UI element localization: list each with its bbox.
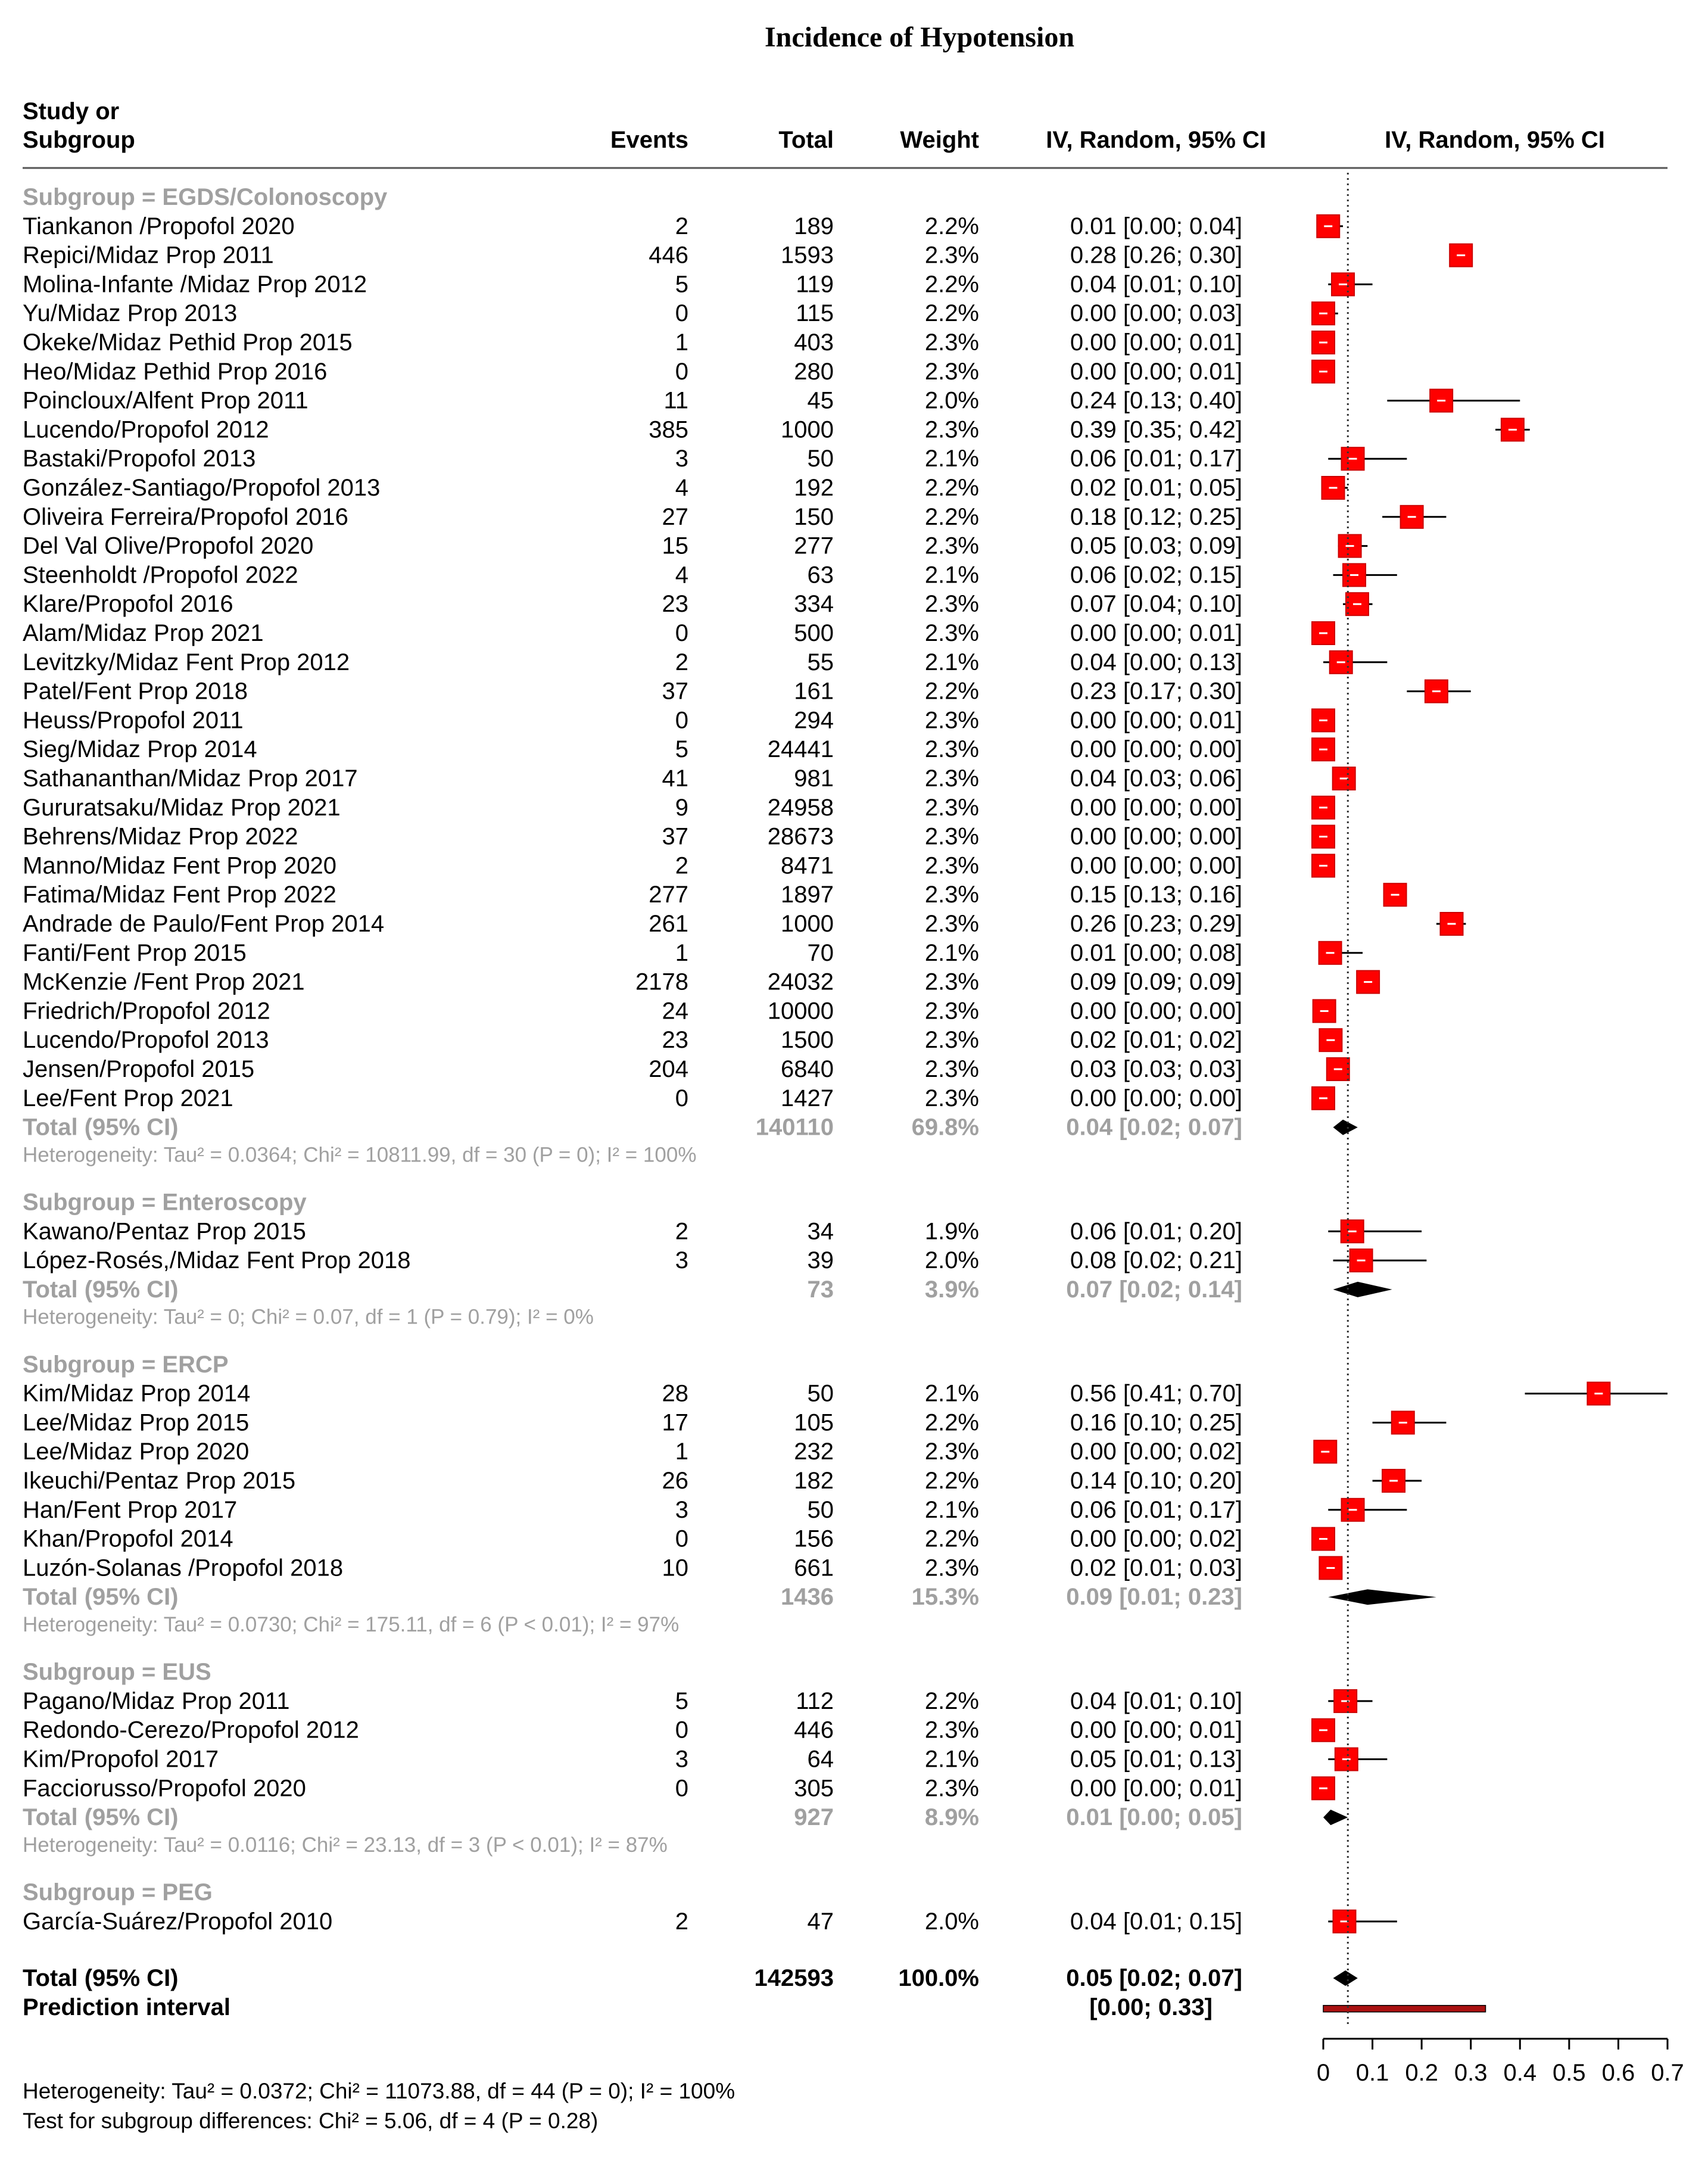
study-ci: 0.01 [0.00; 0.04] (1070, 213, 1242, 239)
x-axis-tick-label: 0.6 (1601, 2059, 1635, 2086)
study-total: 105 (794, 1409, 834, 1436)
study-events: 0 (675, 707, 688, 734)
study-total: 446 (794, 1717, 834, 1743)
study-ci: 0.00 [0.00; 0.01] (1070, 1775, 1242, 1802)
study-name: Molina-Infante /Midaz Prop 2012 (23, 271, 367, 298)
subgroup-total-weight: 3.9% (924, 1276, 979, 1303)
study-total: 10000 (767, 998, 834, 1025)
study-name: Patel/Fent Prop 2018 (23, 678, 248, 705)
study-events: 28 (662, 1380, 688, 1407)
study-weight: 2.3% (924, 591, 979, 618)
study-events: 9 (675, 794, 688, 821)
study-ci: 0.00 [0.00; 0.00] (1070, 823, 1242, 850)
study-name: Kim/Midaz Prop 2014 (23, 1380, 251, 1407)
study-events: 5 (675, 736, 688, 763)
study-ci: 0.06 [0.01; 0.17] (1070, 1496, 1242, 1523)
study-name: Oliveira Ferreira/Propofol 2016 (23, 503, 348, 530)
study-name: Kawano/Pentaz Prop 2015 (23, 1218, 306, 1245)
study-total: 182 (794, 1468, 834, 1494)
study-events: 5 (675, 271, 688, 298)
study-ci: 0.04 [0.01; 0.10] (1070, 1687, 1242, 1714)
study-name: Pagano/Midaz Prop 2011 (23, 1687, 290, 1714)
study-events: 26 (662, 1468, 688, 1494)
study-events: 0 (675, 1525, 688, 1552)
study-ci: 0.00 [0.00; 0.01] (1070, 1717, 1242, 1743)
header-events: Events (610, 127, 688, 153)
study-ci: 0.56 [0.41; 0.70] (1070, 1380, 1242, 1407)
study-weight: 2.3% (924, 823, 979, 850)
study-name: Luzón-Solanas /Propofol 2018 (23, 1555, 344, 1581)
study-weight: 2.1% (924, 1496, 979, 1523)
subgroup-total-n: 927 (794, 1804, 834, 1831)
chart-title: Incidence of Hypotension (764, 21, 1075, 53)
study-total: 70 (807, 939, 834, 966)
study-ci: 0.04 [0.00; 0.13] (1070, 649, 1242, 675)
study-events: 17 (662, 1409, 688, 1436)
study-weight: 2.3% (924, 358, 979, 385)
study-name: Behrens/Midaz Prop 2022 (23, 823, 298, 850)
study-weight: 2.3% (924, 794, 979, 821)
study-events: 11 (663, 387, 688, 414)
subgroup-total-weight: 69.8% (911, 1114, 979, 1141)
footer-heterogeneity: Heterogeneity: Tau² = 0.0372; Chi² = 11073.88, df = 44 (P = 0); I² = 100% (23, 2078, 735, 2103)
study-name: Okeke/Midaz Pethid Prop 2015 (23, 329, 353, 356)
study-total: 277 (794, 533, 834, 559)
study-name: Poincloux/Alfent Prop 2011 (23, 387, 308, 414)
subgroup-total-ci: 0.09 [0.01; 0.23] (1066, 1584, 1242, 1611)
study-name: Bastaki/Propofol 2013 (23, 446, 256, 472)
study-weight: 2.3% (924, 620, 979, 646)
study-ci: 0.04 [0.01; 0.10] (1070, 271, 1242, 298)
study-events: 2 (675, 1218, 688, 1245)
study-total: 280 (794, 358, 834, 385)
overall-total-n: 142593 (754, 1964, 834, 1991)
study-events: 2 (675, 213, 688, 239)
study-ci: 0.23 [0.17; 0.30] (1070, 678, 1242, 705)
study-total: 50 (807, 1380, 834, 1407)
study-ci: 0.00 [0.00; 0.00] (1070, 998, 1242, 1025)
study-total: 24032 (767, 969, 834, 995)
study-name: Heo/Midaz Pethid Prop 2016 (23, 358, 328, 385)
x-axis-tick-label: 0.3 (1454, 2059, 1488, 2086)
study-events: 2 (675, 852, 688, 879)
study-name: Fanti/Fent Prop 2015 (23, 939, 247, 966)
study-events: 1 (675, 939, 688, 966)
study-total: 1897 (781, 882, 834, 908)
footer-subgroup-test: Test for subgroup differences: Chi² = 5.06, df = 4 (P = 0.28) (23, 2108, 599, 2133)
study-ci: 0.24 [0.13; 0.40] (1070, 387, 1242, 414)
x-axis-tick-label: 0.7 (1651, 2059, 1684, 2086)
study-events: 2 (675, 1908, 688, 1935)
subgroup-total-ci: 0.04 [0.02; 0.07] (1066, 1114, 1242, 1141)
study-name: Jensen/Propofol 2015 (23, 1056, 255, 1082)
study-total: 63 (807, 562, 834, 588)
subgroup-total-n: 73 (807, 1276, 834, 1303)
study-weight: 2.1% (924, 562, 979, 588)
study-total: 1427 (781, 1085, 834, 1111)
study-ci: 0.02 [0.01; 0.03] (1070, 1555, 1242, 1581)
study-ci: 0.00 [0.00; 0.00] (1070, 794, 1242, 821)
study-name: González-Santiago/Propofol 2013 (23, 475, 381, 501)
study-events: 0 (675, 1775, 688, 1802)
study-name: Redondo-Cerezo/Propofol 2012 (23, 1717, 359, 1743)
study-weight: 2.2% (924, 1525, 979, 1552)
study-weight: 2.0% (924, 1247, 979, 1274)
study-events: 1 (675, 329, 688, 356)
study-total: 1500 (781, 1027, 834, 1054)
study-name: Yu/Midaz Prop 2013 (23, 300, 238, 327)
study-total: 34 (807, 1218, 834, 1245)
study-weight: 2.1% (924, 1380, 979, 1407)
study-ci: 0.16 [0.10; 0.25] (1070, 1409, 1242, 1436)
study-events: 0 (675, 1085, 688, 1111)
study-weight: 2.3% (924, 911, 979, 937)
study-events: 385 (649, 416, 688, 443)
study-weight: 2.2% (924, 271, 979, 298)
study-ci: 0.00 [0.00; 0.03] (1070, 300, 1242, 327)
study-weight: 1.9% (924, 1218, 979, 1245)
subgroup-total-label: Total (95% CI) (23, 1114, 179, 1141)
header-study-line1: Study or (23, 98, 120, 124)
study-weight: 2.2% (924, 678, 979, 705)
study-total: 294 (794, 707, 834, 734)
study-ci: 0.01 [0.00; 0.08] (1070, 939, 1242, 966)
study-ci: 0.15 [0.13; 0.16] (1070, 882, 1242, 908)
study-weight: 2.0% (924, 1908, 979, 1935)
subgroup-heterogeneity: Heterogeneity: Tau² = 0.0730; Chi² = 175.11, df = 6 (P < 0.01); I² = 97% (23, 1613, 680, 1637)
study-total: 150 (794, 503, 834, 530)
subgroup-label: Subgroup = EGDS/Colonoscopy (23, 184, 388, 210)
study-total: 161 (794, 678, 834, 705)
study-total: 1000 (781, 911, 834, 937)
subgroup-heterogeneity: Heterogeneity: Tau² = 0.0364; Chi² = 10811.99, df = 30 (P = 0); I² = 100% (23, 1143, 697, 1167)
study-name: McKenzie /Fent Prop 2021 (23, 969, 305, 995)
study-ci: 0.04 [0.03; 0.06] (1070, 765, 1242, 792)
study-total: 403 (794, 329, 834, 356)
study-total: 50 (807, 1496, 834, 1523)
study-events: 0 (675, 358, 688, 385)
study-ci: 0.00 [0.00; 0.00] (1070, 852, 1242, 879)
subgroup-label: Subgroup = EUS (23, 1659, 211, 1686)
header-study-line2: Subgroup (23, 127, 135, 153)
study-name: Sieg/Midaz Prop 2014 (23, 736, 257, 763)
study-ci: 0.00 [0.00; 0.01] (1070, 707, 1242, 734)
study-name: Lee/Midaz Prop 2015 (23, 1409, 250, 1436)
study-name: Heuss/Propofol 2011 (23, 707, 244, 734)
x-axis-tick-label: 0.4 (1503, 2059, 1537, 2086)
study-ci: 0.03 [0.03; 0.03] (1070, 1056, 1242, 1082)
study-name: Facciorusso/Propofol 2020 (23, 1775, 306, 1802)
study-events: 204 (649, 1056, 688, 1082)
prediction-interval-label: Prediction interval (23, 1994, 230, 2020)
study-weight: 2.3% (924, 707, 979, 734)
study-ci: 0.06 [0.01; 0.17] (1070, 446, 1242, 472)
study-weight: 2.3% (924, 882, 979, 908)
header-plot: IV, Random, 95% CI (1385, 127, 1605, 153)
study-events: 261 (649, 911, 688, 937)
study-ci: 0.09 [0.09; 0.09] (1070, 969, 1242, 995)
study-total: 192 (794, 475, 834, 501)
study-ci: 0.07 [0.04; 0.10] (1070, 591, 1242, 618)
study-events: 2 (675, 649, 688, 675)
study-total: 119 (796, 271, 834, 298)
study-ci: 0.14 [0.10; 0.20] (1070, 1468, 1242, 1494)
study-weight: 2.2% (924, 213, 979, 239)
study-events: 0 (675, 300, 688, 327)
study-events: 0 (675, 1717, 688, 1743)
study-name: Del Val Olive/Propofol 2020 (23, 533, 314, 559)
study-ci: 0.26 [0.23; 0.29] (1070, 911, 1242, 937)
study-weight: 2.3% (924, 242, 979, 269)
study-ci: 0.00 [0.00; 0.01] (1070, 358, 1242, 385)
study-name: Lucendo/Propofol 2013 (23, 1027, 269, 1054)
study-total: 39 (807, 1247, 834, 1274)
study-total: 112 (796, 1687, 834, 1714)
study-total: 156 (794, 1525, 834, 1552)
header-weight: Weight (900, 127, 979, 153)
study-events: 3 (675, 446, 688, 472)
x-axis-tick-label: 0.5 (1553, 2059, 1586, 2086)
study-events: 37 (662, 823, 688, 850)
study-weight: 2.2% (924, 475, 979, 501)
study-events: 27 (662, 503, 688, 530)
study-total: 1000 (781, 416, 834, 443)
study-events: 23 (662, 591, 688, 618)
study-total: 1593 (781, 242, 834, 269)
study-total: 8471 (781, 852, 834, 879)
study-ci: 0.02 [0.01; 0.05] (1070, 475, 1242, 501)
study-events: 37 (662, 678, 688, 705)
study-events: 3 (675, 1496, 688, 1523)
study-name: Alam/Midaz Prop 2021 (23, 620, 264, 646)
study-name: Khan/Propofol 2014 (23, 1525, 233, 1552)
subgroup-total-weight: 8.9% (924, 1804, 979, 1831)
study-total: 981 (794, 765, 834, 792)
study-name: Klare/Propofol 2016 (23, 591, 233, 618)
subgroup-label: Subgroup = Enteroscopy (23, 1189, 307, 1216)
study-weight: 2.1% (924, 446, 979, 472)
study-events: 10 (662, 1555, 688, 1581)
study-total: 24958 (767, 794, 834, 821)
study-weight: 2.2% (924, 1409, 979, 1436)
study-total: 45 (807, 387, 834, 414)
study-name: Kim/Propofol 2017 (23, 1746, 219, 1773)
study-total: 189 (794, 213, 834, 239)
study-ci: 0.05 [0.01; 0.13] (1070, 1746, 1242, 1773)
study-events: 5 (675, 1687, 688, 1714)
study-name: Manno/Midaz Fent Prop 2020 (23, 852, 336, 879)
study-ci: 0.06 [0.01; 0.20] (1070, 1218, 1242, 1245)
study-weight: 2.3% (924, 852, 979, 879)
study-name: Fatima/Midaz Fent Prop 2022 (23, 882, 336, 908)
study-ci: 0.00 [0.00; 0.02] (1070, 1438, 1242, 1465)
study-ci: 0.00 [0.00; 0.01] (1070, 620, 1242, 646)
header-total: Total (778, 127, 834, 153)
subgroup-total-label: Total (95% CI) (23, 1804, 179, 1831)
study-events: 446 (649, 242, 688, 269)
study-events: 4 (675, 475, 688, 501)
study-events: 1 (675, 1438, 688, 1465)
subgroup-total-weight: 15.3% (911, 1584, 979, 1611)
subgroup-total-label: Total (95% CI) (23, 1584, 179, 1611)
x-axis-tick-label: 0.2 (1405, 2059, 1438, 2086)
study-name: Andrade de Paulo/Fent Prop 2014 (23, 911, 385, 937)
subgroup-label: Subgroup = PEG (23, 1879, 213, 1906)
study-weight: 2.3% (924, 765, 979, 792)
study-name: Lee/Fent Prop 2021 (23, 1085, 233, 1111)
x-axis-tick-label: 0.1 (1355, 2059, 1389, 2086)
study-weight: 2.3% (924, 1717, 979, 1743)
study-ci: 0.39 [0.35; 0.42] (1070, 416, 1242, 443)
study-name: Steenholdt /Propofol 2022 (23, 562, 298, 588)
overall-total-label: Total (95% CI) (23, 1964, 179, 1991)
study-events: 3 (675, 1247, 688, 1274)
study-total: 232 (794, 1438, 834, 1465)
study-total: 661 (794, 1555, 834, 1581)
study-name: Sathananthan/Midaz Prop 2017 (23, 765, 358, 792)
study-weight: 2.0% (924, 387, 979, 414)
study-events: 277 (649, 882, 688, 908)
study-name: Repici/Midaz Prop 2011 (23, 242, 274, 269)
study-events: 41 (662, 765, 688, 792)
study-weight: 2.1% (924, 649, 979, 675)
study-total: 47 (807, 1908, 834, 1935)
header-ci: IV, Random, 95% CI (1046, 127, 1266, 153)
study-ci: 0.00 [0.00; 0.00] (1070, 736, 1242, 763)
study-weight: 2.3% (924, 533, 979, 559)
study-weight: 2.1% (924, 939, 979, 966)
subgroup-total-n: 140110 (755, 1114, 834, 1141)
study-ci: 0.00 [0.00; 0.00] (1070, 1085, 1242, 1111)
study-ci: 0.06 [0.02; 0.15] (1070, 562, 1242, 588)
study-name: Ikeuchi/Pentaz Prop 2015 (23, 1468, 296, 1494)
study-weight: 2.2% (924, 300, 979, 327)
study-weight: 2.3% (924, 1027, 979, 1054)
study-weight: 2.3% (924, 1085, 979, 1111)
study-ci: 0.18 [0.12; 0.25] (1070, 503, 1242, 530)
study-events: 2178 (635, 969, 688, 995)
study-name: Levitzky/Midaz Fent Prop 2012 (23, 649, 350, 675)
study-ci: 0.00 [0.00; 0.01] (1070, 329, 1242, 356)
study-total: 28673 (767, 823, 834, 850)
study-ci: 0.04 [0.01; 0.15] (1070, 1908, 1242, 1935)
subgroup-heterogeneity: Heterogeneity: Tau² = 0.0116; Chi² = 23.13, df = 3 (P < 0.01); I² = 87% (23, 1833, 668, 1857)
study-name: Han/Fent Prop 2017 (23, 1496, 238, 1523)
study-weight: 2.2% (924, 503, 979, 530)
overall-total-ci: 0.05 [0.02; 0.07] (1066, 1964, 1242, 1991)
study-events: 15 (662, 533, 688, 559)
study-weight: 2.3% (924, 998, 979, 1025)
study-ci: 0.05 [0.03; 0.09] (1070, 533, 1242, 559)
study-total: 50 (807, 446, 834, 472)
study-total: 115 (796, 300, 834, 327)
subgroup-total-ci: 0.07 [0.02; 0.14] (1066, 1276, 1242, 1303)
study-weight: 2.3% (924, 416, 979, 443)
study-name: Gururatsaku/Midaz Prop 2021 (23, 794, 341, 821)
study-weight: 2.3% (924, 736, 979, 763)
study-ci: 0.28 [0.26; 0.30] (1070, 242, 1242, 269)
study-name: López-Rosés,/Midaz Fent Prop 2018 (23, 1247, 411, 1274)
study-weight: 2.3% (924, 1775, 979, 1802)
study-weight: 2.2% (924, 1687, 979, 1714)
study-name: Friedrich/Propofol 2012 (23, 998, 270, 1025)
study-weight: 2.3% (924, 969, 979, 995)
study-events: 23 (662, 1027, 688, 1054)
study-total: 334 (794, 591, 834, 618)
study-events: 24 (662, 998, 688, 1025)
study-ci: 0.08 [0.02; 0.21] (1070, 1247, 1242, 1274)
subgroup-label: Subgroup = ERCP (23, 1351, 229, 1378)
study-ci: 0.00 [0.00; 0.02] (1070, 1525, 1242, 1552)
x-axis-tick-label: 0 (1316, 2059, 1330, 2086)
study-weight: 2.1% (924, 1746, 979, 1773)
study-total: 55 (807, 649, 834, 675)
study-total: 6840 (781, 1056, 834, 1082)
subgroup-total-n: 1436 (781, 1584, 834, 1611)
study-name: Lucendo/Propofol 2012 (23, 416, 269, 443)
study-weight: 2.3% (924, 1056, 979, 1082)
study-events: 0 (675, 620, 688, 646)
subgroup-total-label: Total (95% CI) (23, 1276, 179, 1303)
subgroup-heterogeneity: Heterogeneity: Tau² = 0; Chi² = 0.07, df = 1 (P = 0.79); I² = 0% (23, 1305, 594, 1329)
subgroup-total-ci: 0.01 [0.00; 0.05] (1066, 1804, 1242, 1831)
study-weight: 2.3% (924, 329, 979, 356)
study-total: 305 (794, 1775, 834, 1802)
study-name: Tiankanon /Propofol 2020 (23, 213, 295, 239)
study-ci: 0.02 [0.01; 0.02] (1070, 1027, 1242, 1054)
study-name: Lee/Midaz Prop 2020 (23, 1438, 250, 1465)
study-weight: 2.2% (924, 1468, 979, 1494)
prediction-interval-ci: [0.00; 0.33] (1089, 1994, 1213, 2020)
study-events: 3 (675, 1746, 688, 1773)
study-weight: 2.3% (924, 1555, 979, 1581)
study-total: 500 (794, 620, 834, 646)
overall-total-weight: 100.0% (898, 1964, 979, 1991)
study-total: 64 (807, 1746, 834, 1773)
study-name: García-Suárez/Propofol 2010 (23, 1908, 333, 1935)
study-events: 4 (675, 562, 688, 588)
study-weight: 2.3% (924, 1438, 979, 1465)
study-total: 24441 (767, 736, 834, 763)
